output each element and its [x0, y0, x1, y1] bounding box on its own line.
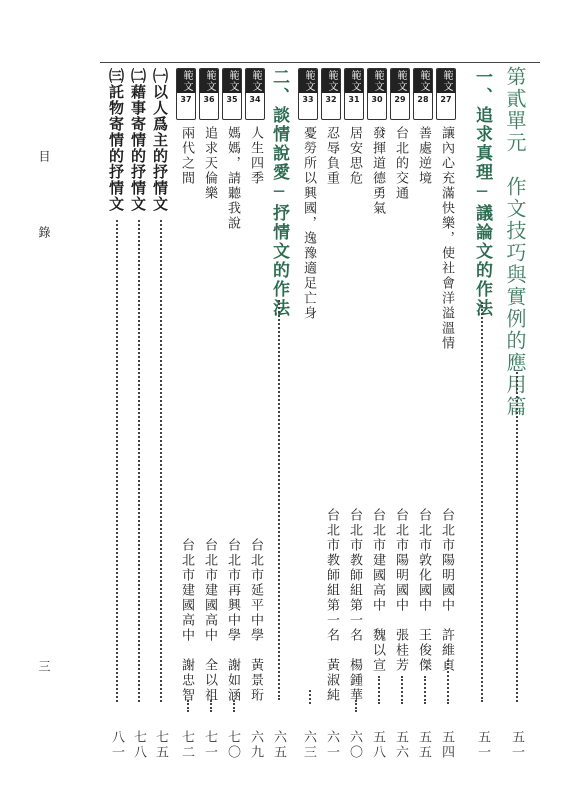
badge-number: 27: [440, 95, 452, 104]
entry-author: 台北市陽明國中 許維貞: [439, 508, 454, 673]
entry-title: 發揮道德勇氣: [370, 126, 385, 216]
section-page-number: 六五: [271, 730, 286, 760]
entry-author: 台北市陽明國中 張桂芳: [393, 508, 408, 673]
badge-label: 範文: [200, 69, 218, 93]
model-essay-badge: [199, 68, 219, 120]
entry-author: 台北市建國高中 魏以宣: [370, 508, 385, 673]
entry-author: 台北市延平中學 黃景珩: [248, 538, 263, 703]
subsection-heading: ㈡藉事寄情的抒情文: [129, 68, 147, 212]
subsection-leader: [160, 220, 162, 702]
entry-author: 台北市建國高中 全以祖: [202, 538, 217, 703]
model-essay-badge: [245, 68, 265, 120]
entry-author: 台北市教師組第一名 楊鍾華: [347, 508, 362, 703]
model-essay-badge: [413, 68, 433, 120]
subsection-heading: ㈠以人爲主的抒情文: [151, 68, 169, 212]
badge-label: 範文: [223, 69, 241, 93]
entry-page-number: 五四: [439, 730, 454, 760]
entry-title: 憂勞所以興國，逸豫適足亡身: [301, 126, 316, 321]
badge-label: 範文: [322, 69, 340, 93]
badge-number: 28: [417, 95, 429, 104]
section-heading: 二、談情說愛─抒情文的作法: [269, 68, 289, 318]
entry-page-number: 五六: [393, 730, 408, 760]
badge-label: 範文: [437, 69, 455, 93]
entry-author: 台北市再興中學 謝如涵: [225, 538, 240, 703]
model-essay-badge: [298, 68, 318, 120]
entry-leader: [401, 676, 403, 704]
entry-page-number: 六九: [248, 730, 263, 760]
subsection-leader: [138, 220, 140, 702]
badge-label: 範文: [246, 69, 264, 93]
entry-leader: [233, 700, 235, 712]
page-number: 三: [37, 660, 51, 673]
subsection-page-number: 七五: [153, 730, 168, 760]
model-essay-badge: [390, 68, 410, 120]
entry-leader: [378, 676, 380, 704]
entry-page-number: 七〇: [225, 730, 240, 760]
badge-label: 範文: [345, 69, 363, 93]
entry-title: 台北的交通: [393, 126, 408, 201]
badge-label: 範文: [368, 69, 386, 93]
entry-page-number: 五五: [416, 730, 431, 760]
unit-title: 第貳單元 作文技巧與實例的應用篇: [503, 66, 527, 418]
subsection-page-number: 八一: [109, 730, 124, 760]
entry-page-number: 六一: [324, 730, 339, 760]
entry-page-number: 五八: [370, 730, 385, 760]
running-head: 目 錄: [37, 150, 51, 264]
badge-number: 35: [226, 95, 238, 104]
entry-title: 讓內心充滿快樂，使社會洋溢溫情: [439, 126, 454, 351]
badge-number: 32: [325, 95, 337, 104]
entry-title: 媽媽，請聽我說: [225, 126, 240, 231]
entry-title: 人生四季: [248, 126, 263, 186]
badge-number: 33: [302, 95, 314, 104]
badge-number: 37: [180, 95, 192, 104]
section-leader: [481, 302, 483, 702]
entry-page-number: 六三: [301, 730, 316, 760]
section-leader: [278, 300, 280, 700]
badge-number: 31: [348, 95, 360, 104]
entry-leader: [355, 700, 357, 712]
entry-page-number: 七二: [179, 730, 194, 760]
entry-page-number: 六〇: [347, 730, 362, 760]
subsection-heading: ㈢託物寄情的抒情文: [107, 68, 125, 212]
section-page-number: 五一: [475, 730, 490, 760]
entry-author: 台北市建國高中 謝忠智: [179, 538, 194, 703]
model-essay-badge: [222, 68, 242, 120]
badge-label: 範文: [299, 69, 317, 93]
entry-page-number: 七一: [202, 730, 217, 760]
badge-label: 範文: [414, 69, 432, 93]
unit-leader: [516, 372, 518, 702]
section-heading: 一、追求真理─議論文的作法: [472, 68, 492, 318]
model-essay-badge: [321, 68, 341, 120]
badge-label: 範文: [391, 69, 409, 93]
entry-leader: [309, 690, 311, 704]
entry-author: 台北市敦化國中 王俊傑: [416, 508, 431, 673]
badge-number: 36: [203, 95, 215, 104]
model-essay-badge: [367, 68, 387, 120]
entry-leader: [210, 700, 212, 712]
model-essay-badge: [176, 68, 196, 120]
entry-title: 居安思危: [347, 126, 362, 186]
badge-label: 範文: [177, 69, 195, 93]
entry-author: 台北市教師組第一名 黃淑純: [324, 508, 339, 703]
badge-number: 34: [249, 95, 261, 104]
unit-page-number: 五一: [509, 730, 524, 760]
subsection-leader: [116, 220, 118, 702]
entry-leader: [447, 660, 449, 704]
entry-title: 忍辱負重: [324, 126, 339, 186]
subsection-page-number: 七八: [131, 730, 146, 760]
badge-number: 30: [371, 95, 383, 104]
entry-leader: [187, 700, 189, 712]
top-rule: [100, 62, 540, 63]
model-essay-badge: [344, 68, 364, 120]
model-essay-badge: [436, 68, 456, 120]
entry-leader: [424, 676, 426, 704]
badge-number: 29: [394, 95, 406, 104]
entry-title: 追求天倫樂: [202, 126, 217, 201]
entry-title: 兩代之間: [179, 126, 194, 186]
entry-title: 善處逆境: [416, 126, 431, 186]
